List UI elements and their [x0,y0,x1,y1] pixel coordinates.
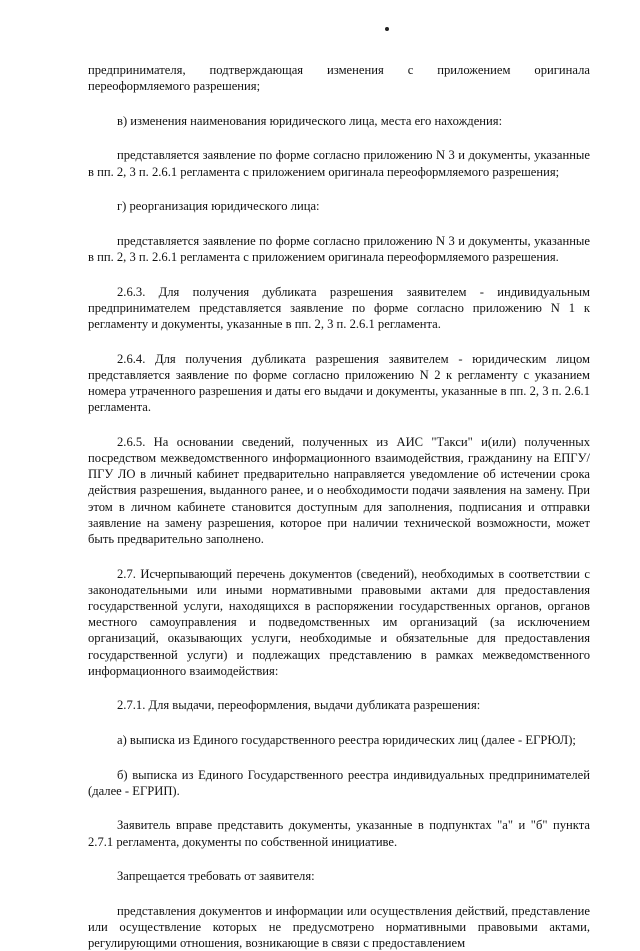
paragraph-2-7: 2.7. Исчерпывающий перечень документов (сведений), необходимых в соответствии с законодательными или иными нормативными правовыми актами для предоставления государственной услуги, находящихся в распоряжении государственных органов, органов местного самоуправления и подведомственных им организаций (за исключением организаций, оказывающих услуги, необходимые и обязательные для предоставления государственной услуги) и подлежащих представлению в рамках межведомственного информационного взаимодействия: [88,566,590,678]
paragraph-item-b: б) выписка из Единого Государственного реестра индивидуальных предпринимателей (далее - ЕГРИП). [88,767,590,798]
paragraph-item-g-detail: представляется заявление по форме согласно приложению N 3 и документы, указанные в пп. 2, 3 п. 2.6.1 регламента с приложением оригинала переоформляемого разрешения. [88,233,590,264]
paragraph-2-6-4: 2.6.4. Для получения дубликата разрешения заявителем - юридическим лицом представляется заявление по форме согласно приложению N 2 к регламенту с указанием номера утраченного разрешения и даты его выдачи и документы, указанные в пп. 2, 3 п. 2.6.1 регламента. [88,351,590,415]
page-mark [385,27,389,31]
paragraph-2-6-5: 2.6.5. На основании сведений, полученных из АИС "Такси" и(или) полученных посредством межведомственного информационного взаимодействия, гражданину на ЕПГУ/ПГУ ЛО в личный кабинет предварительно направляется уведомление об истечении срока действия разрешения, выданного ранее, и о необходимости подачи заявления на замену. При этом в личном кабинете становится доступным для заполнения, подписания и отправки заявление на замену разрешения, которое при наличии технической возможности, может быть предварительно заполнено. [88,434,590,546]
paragraph-continuation: предпринимателя, подтверждающая изменения с приложением оригинала переоформляемого разрешения; [88,63,590,94]
paragraph-2-6-3: 2.6.3. Для получения дубликата разрешения заявителем - индивидуальным предпринимателем представляется заявление по форме согласно приложению N 1 к регламенту и документы, указанные в пп. 2, 3 п. 2.6.1 регламента. [88,284,590,331]
paragraph-item-v: в) изменения наименования юридического лица, места его нахождения: [117,113,503,128]
document-body [88,62,590,951]
paragraph-2-7-1: 2.7.1. Для выдачи, переоформления, выдачи дубликата разрешения: [117,698,481,713]
paragraph-prohibition-detail: представления документов и информации или осуществления действий, представление или осуществление которых не предусмотрено нормативными правовыми актами, регулирующими отношения, возникающие в связи с предоставлением [88,903,590,951]
paragraph-item-a: а) выписка из Единого государственного реестра юридических лиц (далее - ЕГРЮЛ); [117,733,576,747]
paragraph-item-v-detail: представляется заявление по форме согласно приложению N 3 и документы, указанные в пп. 2, 3 п. 2.6.1 регламента с приложением оригинала переоформляемого разрешения; [88,148,590,179]
paragraph-prohibition: Запрещается требовать от заявителя: [117,869,315,884]
paragraph-applicant-right: Заявитель вправе представить документы, указанные в подпунктах "а" и "б" пункта 2.7.1 регламента, документы по собственной инициативе. [88,818,590,849]
paragraph-item-g: г) реорганизация юридического лица: [117,199,320,214]
